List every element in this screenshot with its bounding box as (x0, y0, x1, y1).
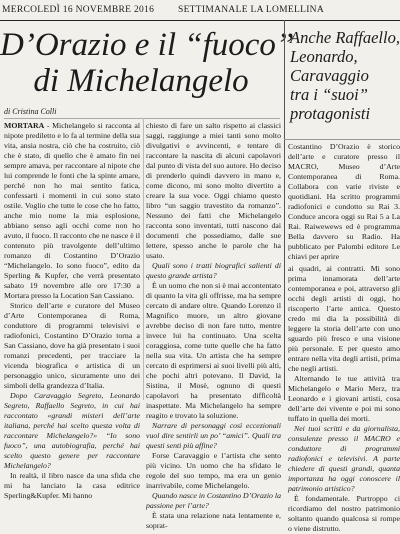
article-column-3 (288, 264, 400, 533)
article-column-2 (146, 121, 281, 530)
paragraph: Costantino D’Orazio è storico dell’arte e curatore presso il MACRO, Museo d’Arte Contemporanea di Roma. Collabora con varie riviste e quotidiani. Ha scritto programmi radiofonici e condotto su Rai 3. Conduce ancora oggi su Rai 5 a La Rai. Raiwewews ed è programma Bella davvero su Radio. Ha pubblicato per Palombi editore Le chiavi per aprire (288, 142, 400, 261)
article-column-1 (4, 121, 140, 500)
interview-question: Quali sono i tratti biografici salienti di questo grande artista? (146, 261, 281, 280)
sidebar-title-line: protagonisti (290, 104, 371, 123)
sidebar-title (290, 28, 400, 123)
headline-line-1: D’Orazio e il “fuoco” (0, 27, 295, 63)
paragraph: È stata una relazione nata lentamente e, soprat- (146, 511, 281, 530)
article-headline (0, 20, 295, 106)
paragraph-text: - Michelangelo si racconta al nipote prediletto e lo fa al termine della sua vita, ansia nostra, ciò che ha costruito, ciò che è stato, di quello che è amato fin nei sempre amava, per raccontare al nipote che lui comprende le fonti che la spinte amare, perché non ho mai sentito fatica, confessarti i momenti in cui sono stato ostile. Voglio che tutte le cose che ho fatto, anche mio nome la mia esplosione, abbiano senso agli occhi come non ho avuto, il fuoco. Il racconto che ne nasce è il contenuto più travolgente dell’ultimo romanzo di Costantino D’Orazio “Michelangelo. Io sono fuoco”, edito da Sperling & Kupfer, che verrà presentato sabato 19 novembre alle ore 17:30 a Mortara presso la Location San Cassiano. (4, 121, 140, 300)
paragraph: In realtà, il libro nasce da una sfida che mi ha lanciato la casa editrice Sperling&Kupfer. Mi hanno (4, 471, 140, 500)
paragraph (4, 121, 140, 301)
sidebar-title-line: Leonardo, (290, 47, 358, 66)
interview-question: Quando nasce in Costantino D’Orazio la passione per l’arte? (146, 491, 281, 510)
headline-line-2: di Michelangelo (33, 63, 249, 99)
paragraph: chiesto di fare un salto rispetto ai classici saggi, raggiunge a miei tanti sono molto divulgativi e avvincenti, e tentare di raccontare la nascita di alcuni capolavori dal punto di vista del suo autore. Ho deciso di prenderlo quindi davvero in mano e, come dicono, mi sono molto divertito a creare la sua voce. Oggi chiamo questo libro “un saggio travestito da romanzo”. Nessuno dei fatti che Michelangelo racconta sono inventati, tutti nascono dai documenti che possediamo, dalle sue lettere, spesso anche le parole che ha usato. (146, 121, 281, 260)
interview-question: Narrare di personaggi così eccezionali vuol dire sentirli un po’ “amici”. Quali tra questi senti più affine? (146, 421, 281, 450)
paragraph: ai quadri, ai contratti. Mi sono prima innamorata dell’arte contemporanea e poi, attraverso gli occhi degli artisti di oggi, ho riscoperto l’arte antica. Questo credo mi dia la possibilità di leggere la storia dell’arte con uno sguardo più fresco e una visione più personale. E per questo amo entrare nella vita degli artisti, prima che negli artisti. (288, 264, 400, 373)
paragraph: Storico dell’arte e curatore del Museo d’Arte Contemporanea di Roma, conduttore di programmi televisivi e radiofonici, Costantino D’Orazio torna a San Cassiano, dove ha già presentato i suoi romanzi precedenti, per tracciare la vicenda biografica e artistica di un personaggio unico, sicuramente uno dei simboli della grandezza d’Italia. (4, 301, 140, 390)
publication-name: SETTIMANALE LA LOMELLINA (178, 5, 324, 15)
sidebar-title-box (284, 20, 400, 140)
sidebar-divider-horizontal (284, 139, 400, 140)
paragraph: Alternando le tue attività tra Michelangelo e Mario Merz, tra Leonardo e i giovani artisti, cosa dell’arte dei vivente e poi mi sono tuffato in quella dei morti. (288, 374, 400, 423)
issue-date: MERCOLEDÌ 16 NOVEMBRE 2016 (2, 5, 155, 15)
column-divider (143, 118, 144, 400)
sidebar-title-line: Anche Raffaello, (290, 28, 400, 47)
byline: di Cristina Colli (4, 107, 57, 116)
page-header (0, 0, 400, 21)
sidebar-title-line: Caravaggio (290, 66, 369, 85)
interview-question: Nei tuoi scritti e da giornalista, consulenze presso il MACRO e conduttore di programmi radiofonici e televisivi. A parte chiedere di questi grandi, quanta importanza ha oggi conoscere il patrimonio artistico? (288, 424, 400, 493)
paragraph: È fondamentale. Purtroppo ci ricordiamo del nostro patrimonio soltanto quando qualcosa si rompe o viene distrutto. (288, 494, 400, 533)
headline-divider (4, 118, 280, 119)
interview-question: Dopo Caravaggio Segreto, Leonardo Segreto, Raffaello Segreto, in cui hai raccontato «grandi misteri dell’arte italiana, perché hai scelto questa volta di raccontare Michelangelo?» “Io sono fuoco”, una autobiografia, perché hai scelto questo genere per raccontare Michelangelo? (4, 391, 140, 470)
paragraph: Forse Caravaggio e l’artista che sento più vicino. Un uomo che ha sfidato le regole del suo tempo, ma era un genio inarrivabile, come Michelangelo. (146, 451, 281, 490)
paragraph: È un uomo che non si è mai accontentato di quanto la vita gli offrisse, ma ha sempre cercato di andare oltre. Quando Lorenzo il Magnifico muore, un altro giovane avrebbe deciso di non fare tutto, mentre invece lui ha continuato. Una scelta coraggiosa, come tutte quelle che ha fatto nella sua vita. Un artista che ha sempre cercato di esprimersi ai suoi livelli più alti, che pochi altri potevano. Il David, la Sistina, il Mosè, ognuno di questi capolavori ha presentato difficoltà inaspettate. Ma Michelangelo ha sempre reagito e trovato la soluzione. (146, 281, 281, 420)
sidebar-title-line: tra i “suoi” (290, 85, 368, 104)
dateline: MORTARA (4, 121, 45, 130)
